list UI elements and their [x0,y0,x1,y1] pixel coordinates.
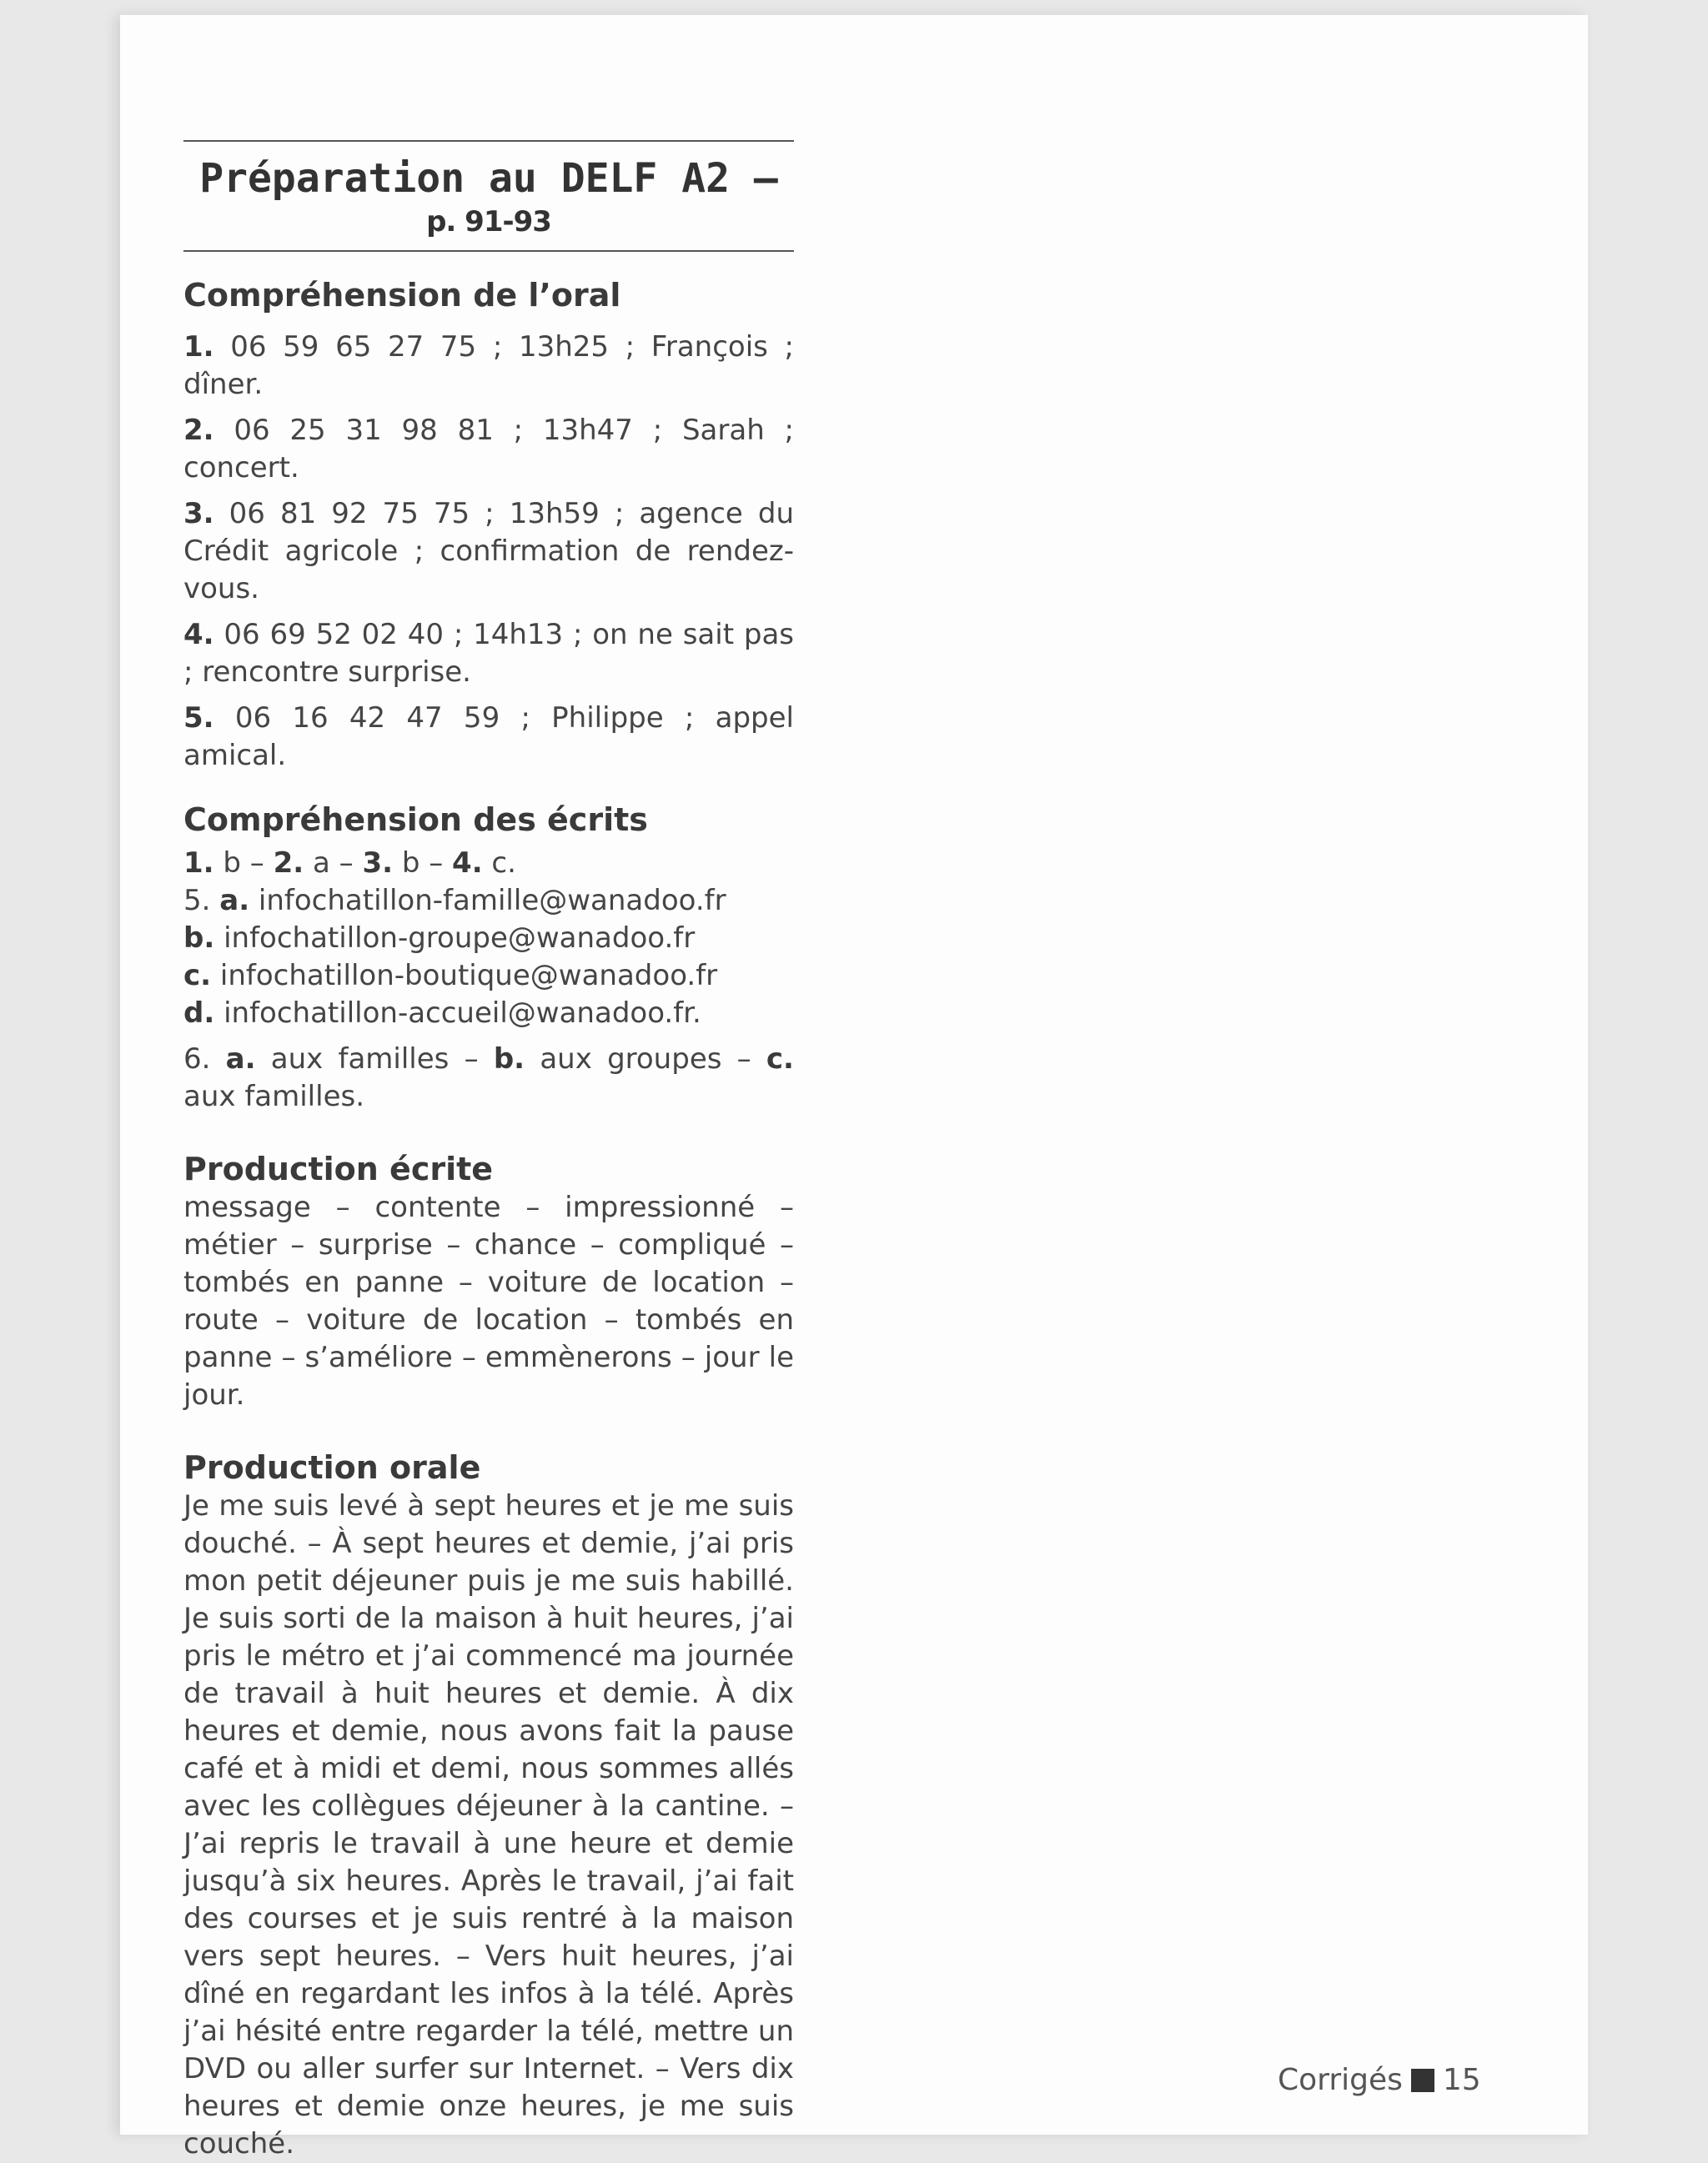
production-orale-text: Je me suis levé à sept heures et je me suis douché. – À sept heures et demie, j’ai pris mon petit déjeuner puis je me suis habillé. Je suis sorti de la maison à huit heures, j’ai pris le métro et j’ai commencé ma journée de travail à huit heures et demie. À dix heures et demie, nous avons fait la pause café et à midi et demi, nous sommes allés avec les collègues déjeuner à la cantine. – J’ai repris le travail à une heure et demie jusqu’à six heures. Après le travail, j’ai fait des courses et je suis rentré à la maison vers sept heures. – Vers huit heures, j’ai dîné en regardant les infos à la télé. Après j’ai hésité entre regarder la télé, mettre un DVD ou aller surfer sur Internet. – Vers dix heures et demie onze heures, je me suis couché. [183,1489,794,2160]
answer-line-6: 6. a. aux familles – b. aux groupes – c. aux familles. [183,1042,794,1113]
section-oral [183,275,794,775]
list-item: 1. 06 59 65 27 75 ; 13h25 ; François ; dîner. [183,330,794,401]
square-icon [1411,2069,1434,2092]
footer-label: Corrigés [1278,2063,1403,2097]
section-production-orale [183,1448,794,2163]
answer-column [183,140,794,2163]
section-heading-oral: Compréhension de l’oral [183,277,621,314]
answer-line-5b: b. infochatillon-groupe@wanadoo.fr [183,921,696,955]
production-ecrite-text: message – contente – impressionné – métier – surprise – chance – compliqué – tombés en panne – voiture de location – route – voiture de location – tombés en panne – s’améliore – emmènerons – jour le jour. [183,1191,794,1412]
title-box [183,140,794,252]
list-item: 4. 06 69 52 02 40 ; 14h13 ; on ne sait pas ; rencontre surprise. [183,618,794,689]
page-title: Préparation au DELF A2 – [199,155,778,202]
section-heading-ecrits: Compréhension des écrits [183,801,648,838]
list-item: 5. 06 16 42 47 59 ; Philippe ; appel amical. [183,701,794,772]
section-ecrits [183,800,794,1116]
page-number: 15 [1442,2063,1481,2097]
answer-line-5d: d. infochatillon-accueil@wanadoo.fr. [183,996,701,1030]
section-production-ecrite [183,1149,794,1414]
page [120,15,1588,2160]
list-item: 3. 06 81 92 75 75 ; 13h59 ; agence du Crédit agricole ; confirmation de rendez-vous. [183,497,794,605]
answer-line-5c: c. infochatillon-boutique@wanadoo.fr [183,959,718,992]
section-heading-production-ecrite: Production écrite [183,1151,494,1187]
page-range: p. 91-93 [426,205,551,238]
section-heading-production-orale: Production orale [183,1449,481,1486]
page-footer [1278,2063,1481,2097]
list-item: 2. 06 25 31 98 81 ; 13h47 ; Sarah ; concert. [183,414,794,484]
answer-line-1-4: 1. b – 2. a – 3. b – 4. c. [183,846,516,880]
answer-line-5a: 5. a. infochatillon-famille@wanadoo.fr [183,884,726,917]
